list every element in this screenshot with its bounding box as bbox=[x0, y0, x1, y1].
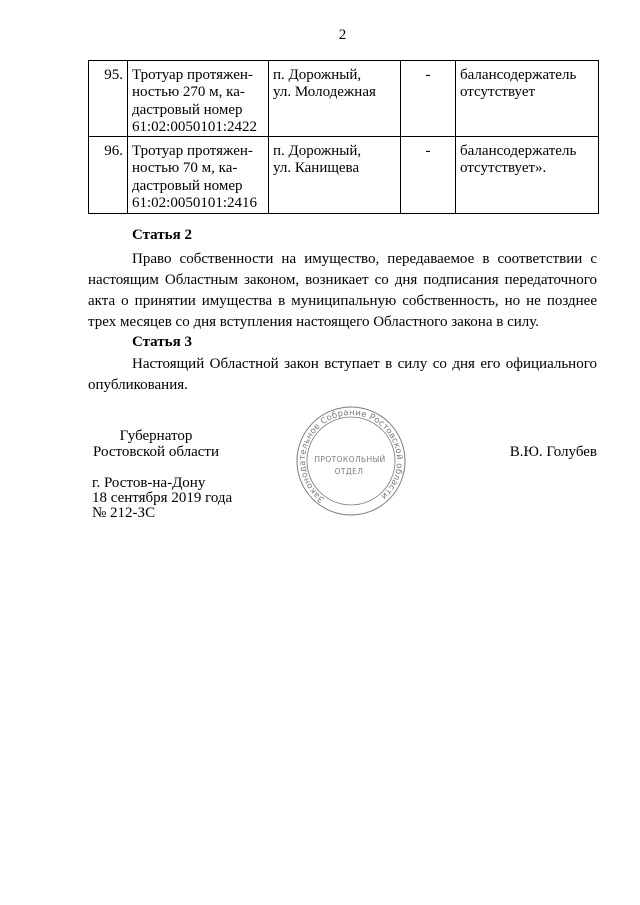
stamp-center-line: ОТДЕЛ bbox=[334, 467, 364, 476]
table-cell-holder: балансодержатель отсутствует bbox=[456, 61, 599, 137]
table-row bbox=[89, 137, 599, 214]
table-cell-object: Тротуар протяжен- ностью 70 м, ка- дастровый номер 61:02:0050101:2416 bbox=[128, 137, 269, 214]
signatory-title-line: Ростовской области bbox=[93, 444, 219, 460]
table-cell-holder: балансодержатель отсутствует». bbox=[456, 137, 599, 214]
signatory-title bbox=[92, 428, 220, 460]
signatory-name: В.Ю. Голубев bbox=[509, 444, 597, 460]
article-2-heading: Статья 2 bbox=[132, 226, 192, 243]
table-row bbox=[89, 61, 599, 137]
table-cell-object: Тротуар протяжен- ностью 270 м, ка- дастровый номер 61:02:0050101:2422 bbox=[128, 61, 269, 137]
article-3-paragraph bbox=[88, 354, 597, 397]
article-3-heading: Статья 3 bbox=[132, 333, 192, 350]
signatory-title-line: Губернатор bbox=[119, 428, 193, 444]
paragraph-line: настоящим Областным законом, возникает со дня подписания передаточного bbox=[88, 271, 597, 288]
article-2-paragraph bbox=[88, 249, 597, 334]
stamp-ring-textpath: Законодательное Собрание Ростовской области bbox=[297, 407, 405, 505]
page-number: 2 bbox=[338, 27, 347, 43]
stamp bbox=[294, 404, 408, 518]
paragraph-line: Настоящий Областной закон вступает в силу со дня его официального bbox=[132, 355, 597, 372]
stamp-center-line: ПРОТОКОЛЬНЫЙ bbox=[314, 455, 386, 464]
paragraph-line: трех месяцев со дня вступления настоящего Областного закона в силу. bbox=[88, 314, 539, 331]
table-cell-number: 95. bbox=[89, 61, 128, 137]
city: г. Ростов-на-Дону bbox=[92, 474, 206, 491]
table-cell-address: п. Дорожный, ул. Канищева bbox=[269, 137, 401, 214]
table-cell-dash: - bbox=[401, 61, 456, 137]
paragraph-line: опубликования. bbox=[88, 376, 188, 393]
date: 18 сентября 2019 года bbox=[92, 489, 233, 506]
place-and-date bbox=[92, 476, 232, 521]
table-cell-address: п. Дорожный, ул. Молодежная bbox=[269, 61, 401, 137]
paragraph-line: Право собственности на имущество, передаваемое в соответствии с bbox=[132, 250, 597, 267]
objects-table bbox=[88, 60, 599, 214]
paragraph-line: акта о принятии имущества в муниципальную собственность, но не позднее bbox=[88, 293, 597, 310]
table-cell-number: 96. bbox=[89, 137, 128, 214]
table-cell-dash: - bbox=[401, 137, 456, 214]
law-number: № 212-ЗС bbox=[92, 504, 156, 521]
